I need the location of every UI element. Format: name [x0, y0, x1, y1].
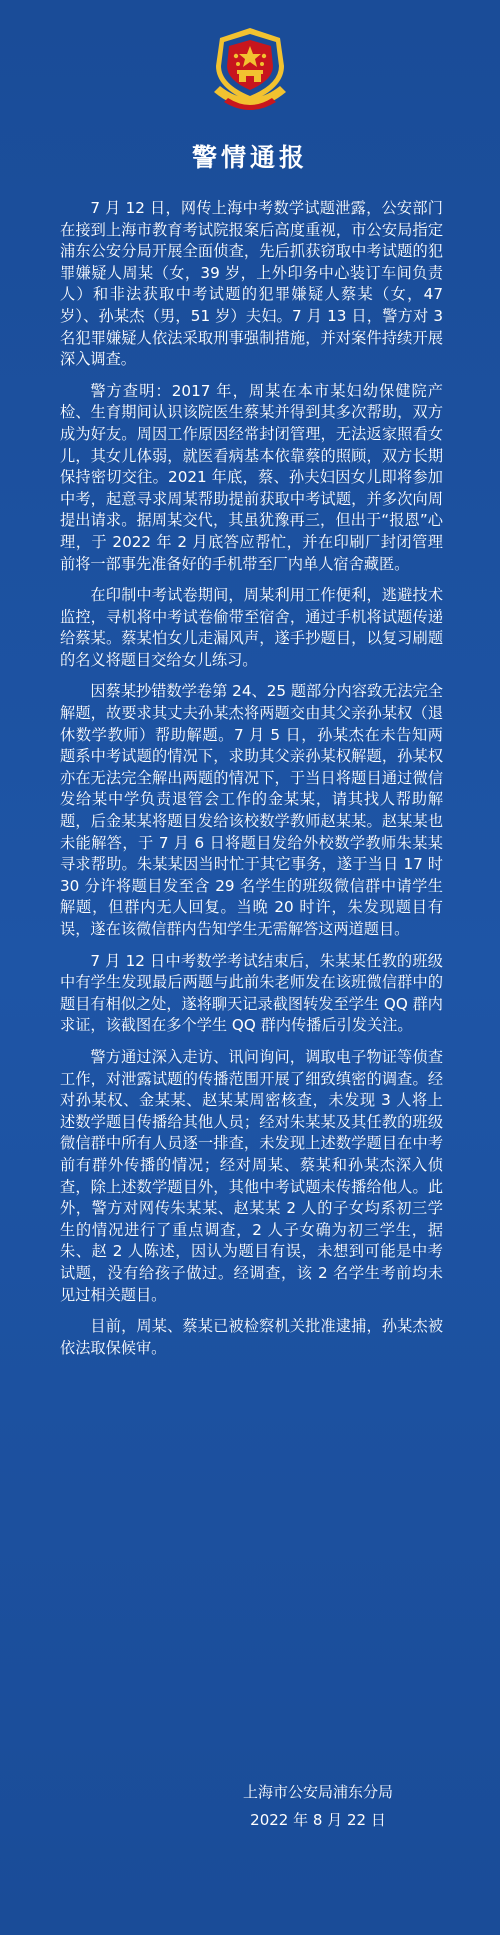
signature-org: 上海市公安局浦东分局	[242, 1783, 393, 1801]
notice-paragraph: 警方通过深入走访、讯问询问，调取电子物证等侦查工作，对泄露试题的传播范围开展了细致缜密的调查。经对孙某权、金某某、赵某某周密核查，未发现 3 人将上述数学题目传播给其他人员；经对朱某某及其任教的班级微信群中所有人员逐一排查，未发现上述数学题目在中考前有群外传播的情况；经对周某、蔡某和孙某杰深入侦查，除上述数学题目外，其他中考试题未传播给他人。此外，警方对网传朱某某、赵某某 2 人的子女均系初三学生的情况进行了重点调查，2 人子女确为初三学生，据朱、赵 2 人陈述，因认为题目有误，未想到可能是中考试题，没有给孩子做过。经调查，该 2 名学生考前均未见过相关题目。	[60, 1047, 443, 1304]
notice-body	[60, 198, 443, 1369]
signature-block	[198, 1778, 438, 1834]
notice-paragraph: 在印制中考试卷期间，周某利用工作便利，逃避技术监控，寻机将中考试卷偷带至宿舍，通过手机将试题传递给蔡某。蔡某怕女儿走漏风声，遂手抄题目，以复习刷题的名义将题目交给女儿练习。	[60, 586, 443, 669]
notice-paragraph: 因蔡某抄错数学卷第 24、25 题部分内容致无法完全解题，故要求其丈夫孙某杰将两题交由其父亲孙某权（退休数学教师）帮助解题。7 月 5 日，孙某杰在未告知两题系中考试题的情况下，求助其父亲孙某权解题，孙某权亦在无法完全解出两题的情况下，于当日将题目通过微信发给某中学负责退管会工作的金某某，请其找人帮助解题，后金某某将题目发给该校数学教师赵某某。赵某某也未能解答，于 7 月 6 日将题目发给外校数学教师朱某某寻求帮助。朱某某因当时忙于其它事务，遂于当日 17 时 30 分许将题目发至含 29 名学生的班级微信群中请学生解题，但群内无人回复。当晚 20 时许，朱发现题目有误，遂在该微信群内告知学生无需解答这两道题目。	[60, 682, 443, 938]
notice-paragraph: 警方查明：2017 年，周某在本市某妇幼保健院产检、生育期间认识该院医生蔡某并得到其多次帮助，双方成为好友。周因工作原因经常封闭管理，无法返家照看女儿，其女儿体弱，就医看病基本依靠蔡的照顾，双方长期保持密切交往。2021 年底，蔡、孙夫妇因女儿即将参加中考，起意寻求周某帮助提前获取中考试题，并多次向周提出请求。据周某交代，其虽犹豫再三，但出于“报恩”心理，于 2022 年 2 月底答应帮忙，并在印刷厂封闭管理前将一部事先准备好的手机带至厂内单人宿舍藏匿。	[60, 381, 443, 573]
signature-date: 2022 年 8 月 22 日	[250, 1811, 386, 1829]
police-emblem-icon	[200, 22, 300, 122]
notice-paragraph: 7 月 12 日，网传上海中考数学试题泄露，公安部门在接到上海市教育考试院报案后高度重视，市公安局指定浦东公安分局开展全面侦查，先后抓获窃取中考试题的犯罪嫌疑人周某（女，39 岁，上外印务中心装订车间负责人）和非法获取中考试题的犯罪嫌疑人蔡某（女，47 岁）、孙某杰（男，51 岁）夫妇。7 月 13 日，警方对 3 名犯罪嫌疑人依法采取刑事强制措施，并对案件持续开展深入调查。	[60, 199, 443, 369]
notice-paragraph: 目前，周某、蔡某已被检察机关批准逮捕，孙某杰被依法取保候审。	[60, 1317, 443, 1357]
notice-paragraph: 7 月 12 日中考数学考试结束后，朱某某任教的班级中有学生发现最后两题与此前朱老师发在该班微信群中的题目有相似之处，遂将聊天记录截图转发至学生 QQ 群内求证，该截图在多个学生 QQ 群内传播后引发关注。	[60, 951, 443, 1035]
notice-title: 警情通报	[191, 143, 308, 172]
